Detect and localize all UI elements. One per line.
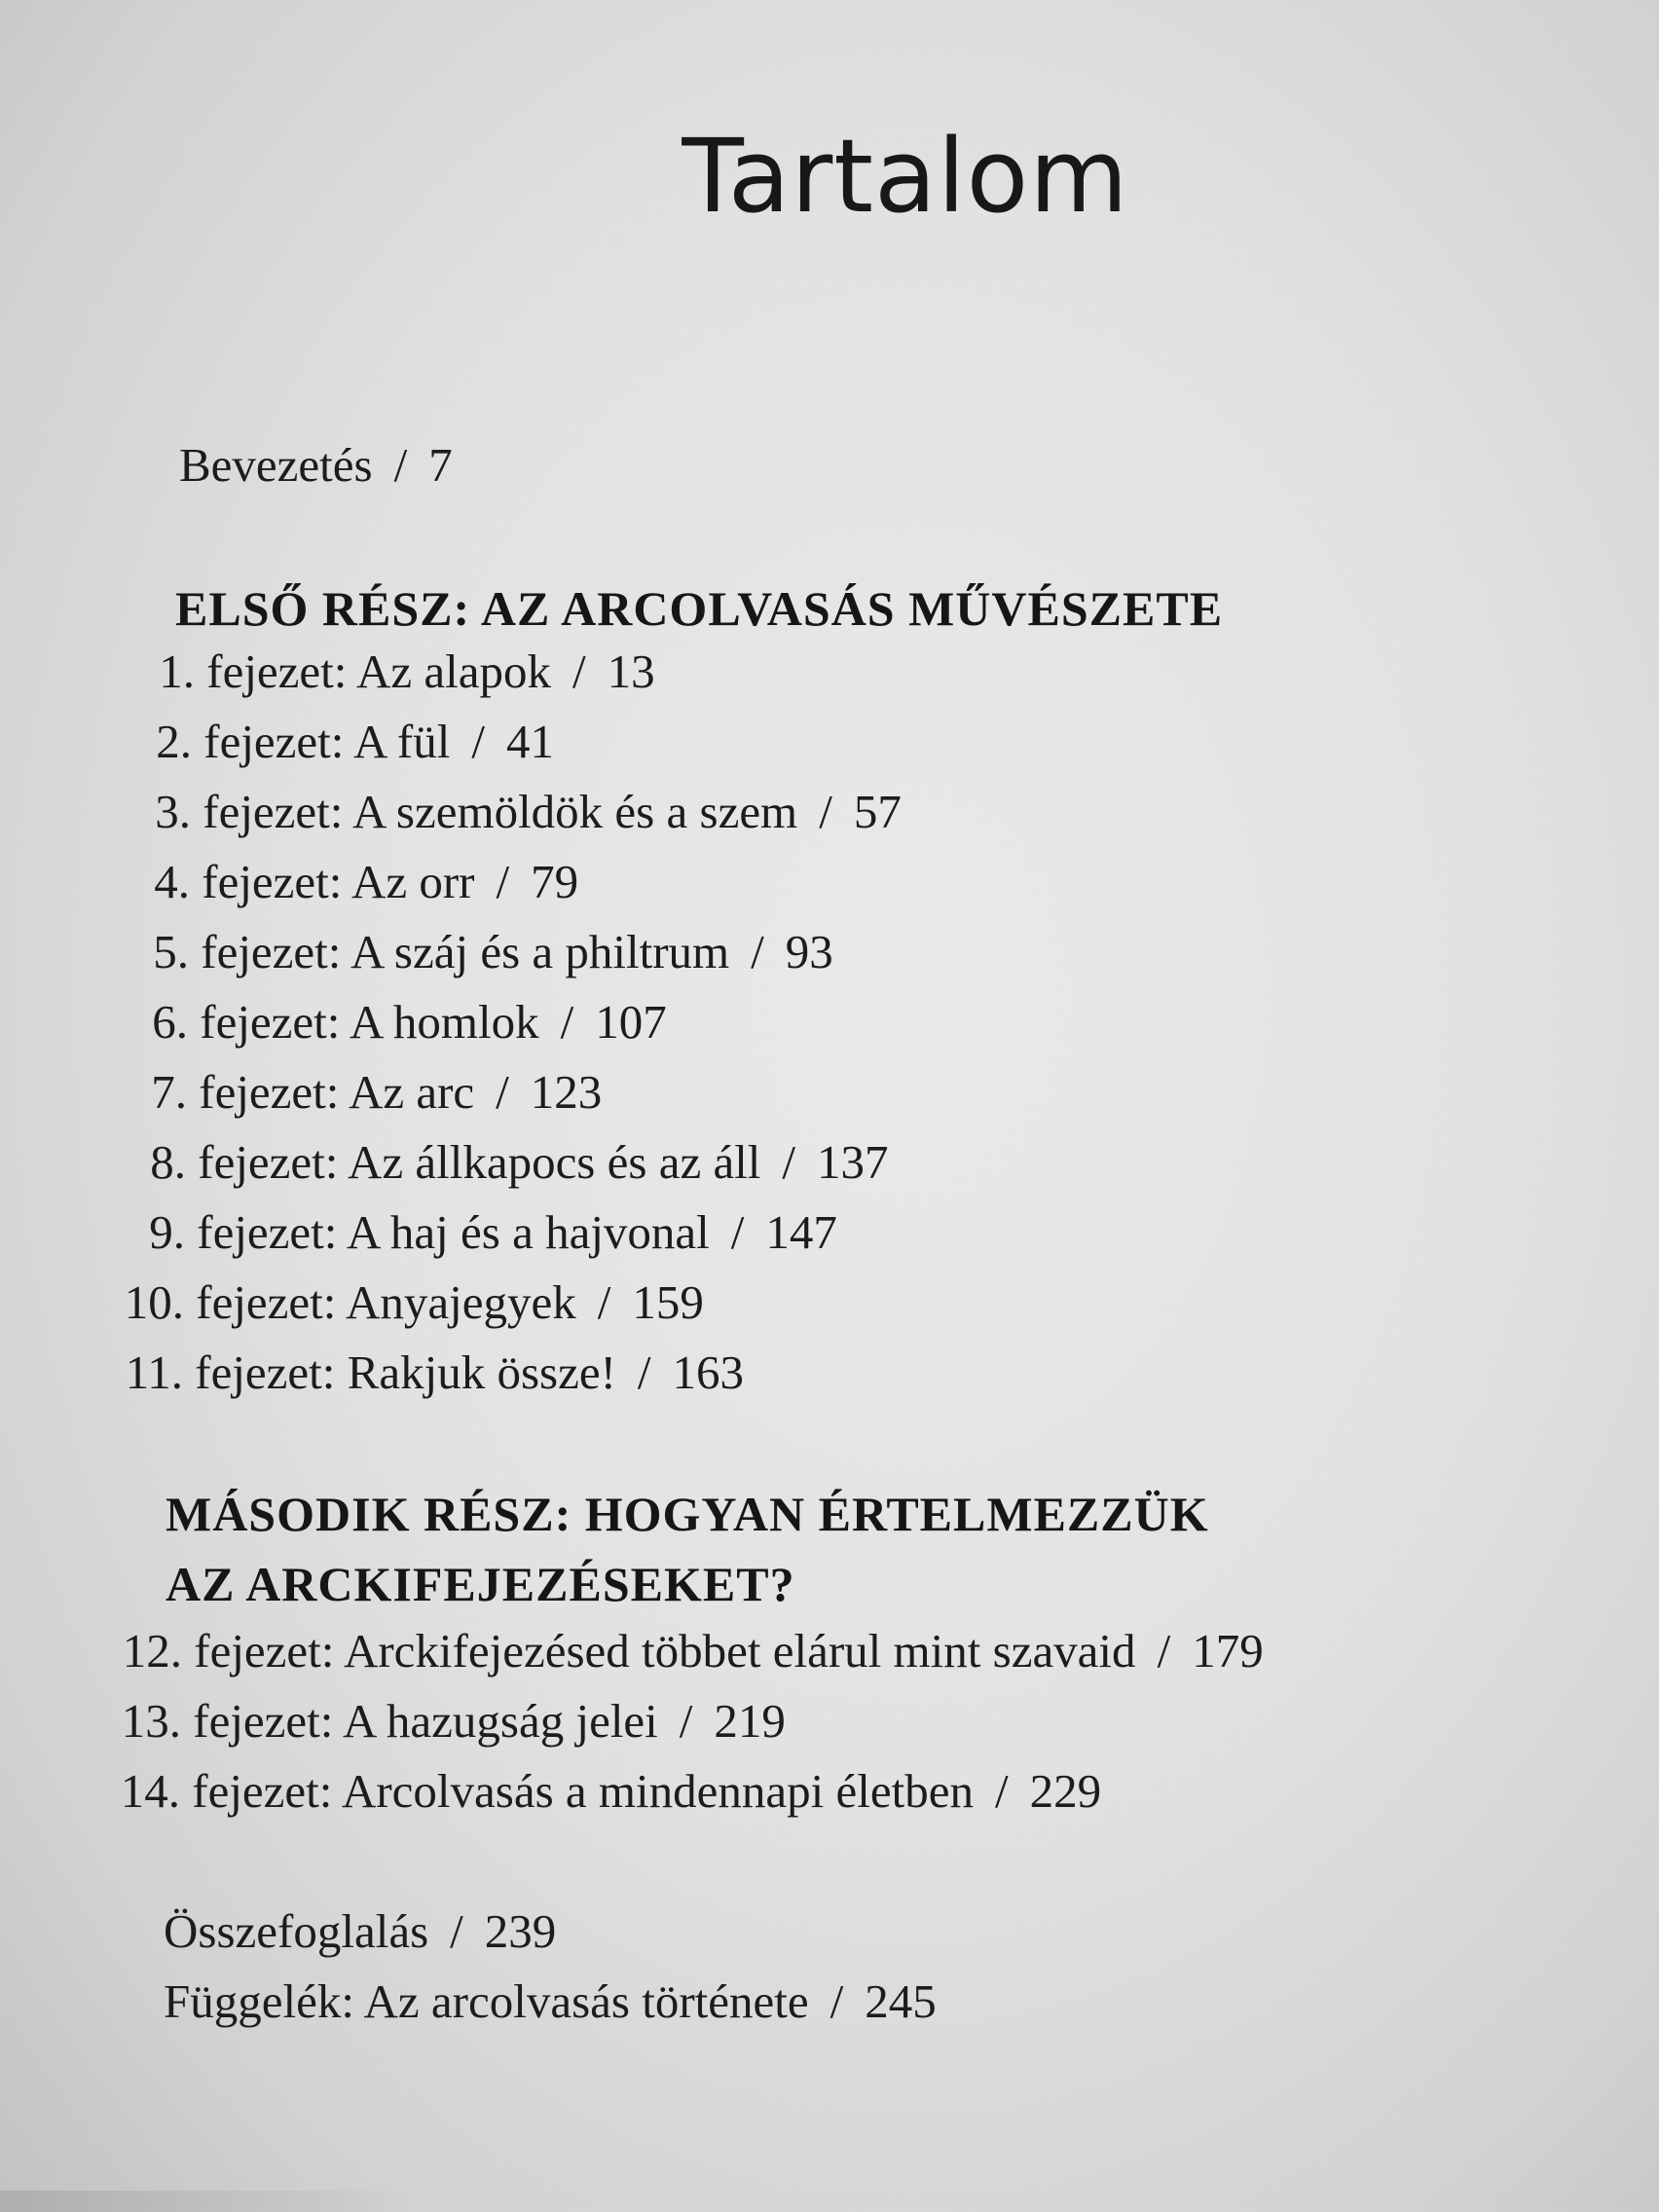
- toc-separator: /: [571, 645, 586, 698]
- toc-chapter-4: [0, 853, 578, 911]
- toc-entry-label: Függelék: Az arcolvasás története: [164, 1974, 809, 2028]
- toc-chapter-1: [0, 643, 655, 701]
- chapter-word: fejezet:: [200, 995, 341, 1049]
- toc-entry-summary: [164, 1902, 556, 1961]
- toc-page-number: 229: [1029, 1764, 1102, 1818]
- part1-heading: ELSŐ RÉSZ: AZ ARCOLVASÁS MŰVÉSZETE: [175, 581, 1224, 636]
- toc-separator: /: [830, 1974, 844, 2028]
- toc-page-number: 219: [714, 1694, 786, 1748]
- chapter-title: Az orr: [350, 855, 475, 908]
- toc-separator: /: [730, 1205, 745, 1259]
- toc-chapter-14: [0, 1762, 1101, 1821]
- toc-entry-appendix: [164, 1972, 937, 2031]
- toc-page-number: 41: [505, 715, 554, 768]
- chapter-number: 12.: [122, 1624, 182, 1677]
- toc-page-number: 239: [484, 1904, 557, 1958]
- toc-separator: /: [471, 715, 485, 768]
- toc-chapter-10: [0, 1273, 704, 1332]
- toc-chapter-13: [0, 1692, 786, 1751]
- chapter-word: fejezet:: [193, 1694, 334, 1748]
- chapter-word: fejezet:: [192, 1764, 333, 1818]
- toc-separator: /: [819, 785, 832, 838]
- toc-separator: /: [637, 1346, 651, 1399]
- toc-chapter-7: [0, 1063, 602, 1122]
- chapter-word: fejezet:: [202, 855, 343, 908]
- chapter-number: 8.: [150, 1135, 186, 1189]
- chapter-number: 2.: [156, 715, 192, 768]
- toc-entry-intro: [179, 436, 453, 495]
- chapter-title: Anyajegyek: [345, 1275, 576, 1329]
- chapter-title: A szemöldök és a szem: [351, 785, 798, 838]
- toc-chapter-5: [0, 923, 833, 981]
- chapter-word: fejezet:: [194, 1624, 335, 1677]
- toc-page-number: 93: [785, 925, 833, 978]
- chapter-number: 1.: [159, 645, 195, 698]
- toc-chapter-6: [0, 993, 667, 1051]
- chapter-word: fejezet:: [203, 785, 344, 838]
- toc-separator: /: [782, 1135, 796, 1189]
- chapter-number: 3.: [155, 785, 191, 838]
- toc-separator: /: [679, 1694, 693, 1748]
- toc-page-number: 57: [853, 785, 902, 838]
- chapter-number: 14.: [120, 1764, 180, 1818]
- chapter-number: 4.: [154, 855, 190, 908]
- chapter-title: Az állkapocs és az áll: [347, 1135, 761, 1189]
- chapter-title: Arckifejezésed többet elárul mint szavaid: [343, 1624, 1136, 1677]
- toc-separator: /: [496, 855, 510, 908]
- toc-separator: /: [751, 925, 764, 978]
- chapter-word: fejezet:: [203, 715, 345, 768]
- toc-chapter-12: [0, 1622, 1264, 1680]
- chapter-number: 7.: [151, 1065, 187, 1119]
- toc-chapter-11: [0, 1344, 744, 1402]
- chapter-word: fejezet:: [196, 1275, 337, 1329]
- toc-separator: /: [994, 1764, 1009, 1818]
- chapter-word: fejezet:: [206, 645, 348, 698]
- toc-separator: /: [1157, 1624, 1171, 1677]
- chapter-title: Az arc: [348, 1065, 475, 1119]
- toc-separator: /: [496, 1065, 509, 1119]
- toc-separator: /: [450, 1904, 463, 1958]
- chapter-number: 9.: [149, 1205, 185, 1259]
- chapter-number: 6.: [152, 995, 188, 1049]
- toc-page-number: 13: [607, 645, 655, 698]
- chapter-title: A homlok: [349, 995, 539, 1049]
- chapter-word: fejezet:: [198, 1135, 339, 1189]
- chapter-title: A haj és a hajvonal: [346, 1205, 710, 1259]
- part2-heading-line2: AZ ARCKIFEJEZÉSEKET?: [166, 1557, 795, 1611]
- chapter-number: 13.: [121, 1694, 181, 1748]
- toc-entry-label: Bevezetés: [179, 438, 373, 492]
- watermark-strip: [0, 2191, 409, 2212]
- toc-chapter-3: [0, 783, 902, 841]
- chapter-title: Arcolvasás a mindennapi életben: [341, 1764, 974, 1818]
- chapter-title: A száj és a philtrum: [350, 925, 730, 978]
- toc-page-number: 79: [531, 855, 579, 908]
- toc-page-number: 137: [817, 1135, 889, 1189]
- toc-page-number: 7: [428, 438, 453, 492]
- chapter-title: A hazugság jelei: [342, 1694, 658, 1748]
- part2-heading-line1: MÁSODIK RÉSZ: HOGYAN ÉRTELMEZZÜK: [166, 1487, 1209, 1541]
- chapter-title: A fül: [352, 715, 451, 768]
- chapter-word: fejezet:: [195, 1346, 336, 1399]
- page-title: Tartalom: [682, 117, 1129, 236]
- chapter-number: 5.: [153, 925, 189, 978]
- toc-separator: /: [597, 1275, 611, 1329]
- chapter-word: fejezet:: [197, 1205, 338, 1259]
- chapter-number: 10.: [124, 1275, 184, 1329]
- chapter-title: Rakjuk össze!: [347, 1346, 616, 1399]
- chapter-number: 11.: [125, 1346, 183, 1399]
- toc-entry-label: Összefoglalás: [164, 1904, 429, 1958]
- chapter-word: fejezet:: [201, 925, 342, 978]
- toc-separator: /: [393, 438, 408, 492]
- chapter-title: Az alapok: [355, 645, 551, 698]
- chapter-word: fejezet:: [199, 1065, 340, 1119]
- toc-page-number: 107: [595, 995, 667, 1049]
- toc-separator: /: [560, 995, 574, 1049]
- toc-page-number: 123: [530, 1065, 603, 1119]
- toc-chapter-2: [0, 713, 554, 771]
- toc-page-number: 245: [865, 1974, 937, 2028]
- toc-page-number: 163: [672, 1346, 745, 1399]
- toc-chapter-9: [0, 1203, 837, 1262]
- toc-chapter-8: [0, 1133, 889, 1192]
- toc-page-number: 179: [1192, 1624, 1264, 1677]
- toc-page-number: 159: [632, 1275, 704, 1329]
- toc-page-number: 147: [765, 1205, 837, 1259]
